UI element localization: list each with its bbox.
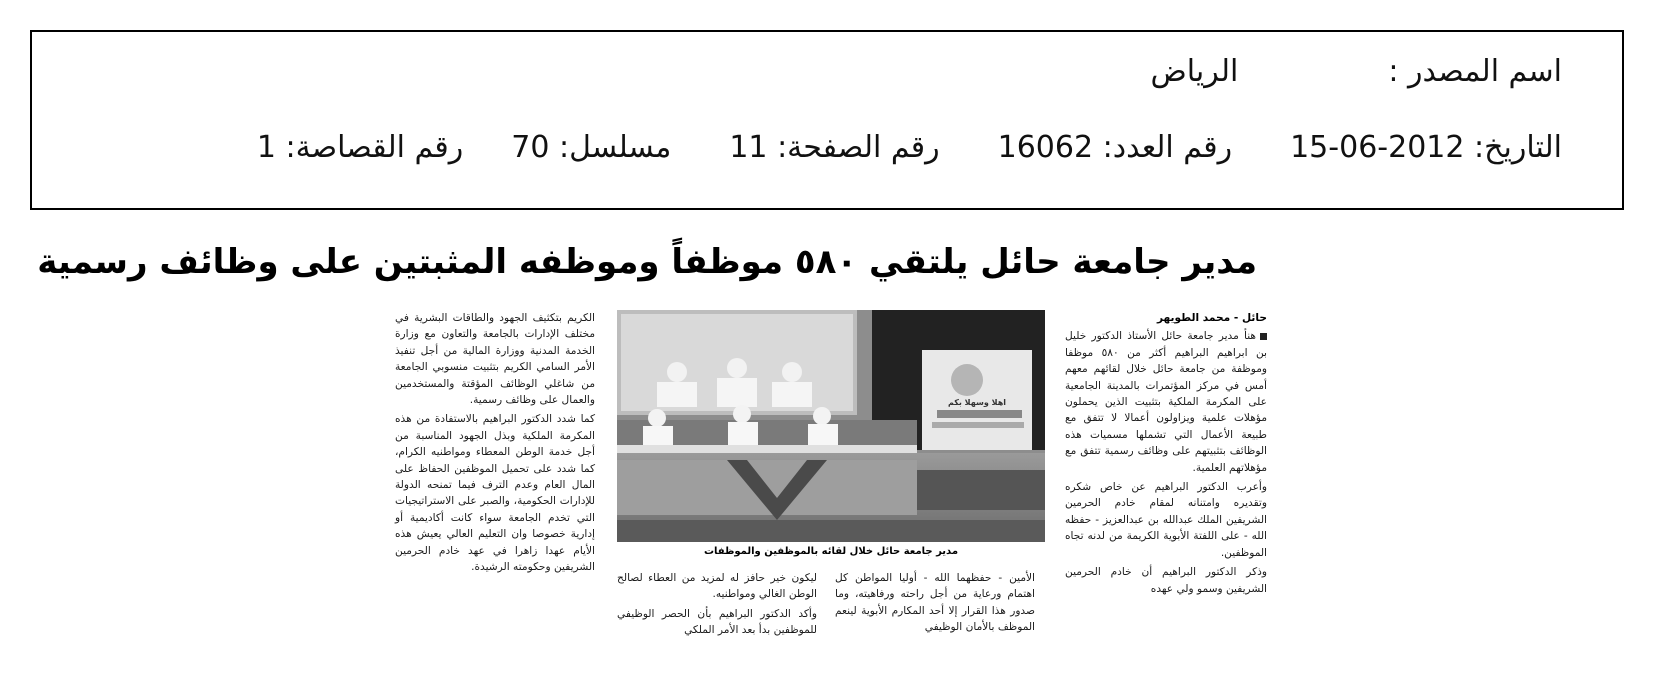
paragraph: هنأ مدير جامعة حائل الأستاذ الدكتور خليل بن ابراهيم البراهيم أكثر من ٥٨٠ موظفا وموظفة من جامعة حائل خلال لقائهم معهم أمس في مركز المؤتمرات بالمدينة الجامعية على المكرمة الملكية بتثبيت الذين يحملون مؤهلات علمية ويزاولون أعمالا لا تتفق مع طبيعة الأعمال التي تشملها مسميات هذه الوظائف بتثبيتهم على وظائف رسمية تتفق مع مؤهلاتهم العلمية. bbox=[1065, 330, 1267, 474]
issue-number-field: رقم العدد: 16062 bbox=[997, 130, 1233, 165]
article-column-mid-left bbox=[617, 570, 817, 675]
serial-field: مسلسل: 70 bbox=[511, 130, 672, 165]
page-number-field: رقم الصفحة: 11 bbox=[729, 130, 940, 165]
paragraph: ليكون خير حافز له لمزيد من العطاء لصالح الوطن الغالي ومواطنيه. bbox=[617, 572, 817, 601]
source-line bbox=[1151, 54, 1562, 89]
date-field: التاريخ: 2012-06-15 bbox=[1290, 130, 1562, 165]
article-column-left bbox=[395, 310, 595, 675]
clipping-metadata-box bbox=[30, 30, 1624, 210]
article-headline: مدير جامعة حائل يلتقي ٥٨٠ موظفاً وموظفه المثبتين على وظائف رسمية bbox=[37, 242, 1257, 282]
article-byline: حائل - محمد الطويهر bbox=[1156, 312, 1267, 324]
photo-caption: مدير جامعة حائل خلال لقائه بالموظفين والموظفات bbox=[703, 546, 959, 557]
conference-photo-illustration bbox=[617, 310, 1045, 542]
paragraph: الأمين - حفظهما الله - أوليا المواطن كل اهتمام ورعاية من أجل راحته ورفاهيته، وما صدور هذا القرار إلا أحد المكارم الأبوية لينعم الموظف بالأمان الوظيفي bbox=[835, 572, 1035, 634]
article-column-right bbox=[1065, 310, 1267, 675]
paragraph: وأعرب الدكتور البراهيم عن خاص شكره وتقديره وامتنانه لمقام خادم الحرمين الشريفين الملك عبدالله بن عبدالعزيز - حفظه الله - على اللفتة الأبوية الكريمة من لدنه تجاه الموظفين. bbox=[1065, 481, 1267, 559]
article-column-mid-right bbox=[835, 570, 1035, 675]
issue-details-line bbox=[257, 130, 1562, 165]
paragraph: وأكد الدكتور البراهيم بأن الحصر الوظيفي للموظفين بدأ بعد الأمر الملكي bbox=[617, 607, 817, 637]
photo-banner-text: اهلا وسهلا بكم bbox=[947, 398, 1007, 407]
paragraph: الكريم بتكثيف الجهود والطاقات البشرية في مختلف الإدارات بالجامعة والتعاون مع وزارة الخدمة المدنية ووزارة المالية من أجل تنفيذ الأمر السامي الكريم بتثبيت منسوبي الجامعة من شاغلي الوظائف المؤقتة والمستخدمين والعمال على وظائف رسمية. bbox=[395, 312, 595, 407]
newspaper-clipping bbox=[37, 240, 1275, 675]
clip-number-field: رقم القصاصة: 1 bbox=[256, 130, 464, 165]
paragraph: وذكر الدكتور البراهيم أن خادم الحرمين الشريفين وسمو ولي عهده bbox=[1065, 566, 1267, 595]
bullet-square-icon bbox=[1260, 333, 1267, 340]
source-label: اسم المصدر : bbox=[1388, 54, 1562, 89]
paragraph: كما شدد الدكتور البراهيم بالاستفادة من هذه المكرمة الملكية وبذل الجهود المناسبة من أجل خدمة الوطن المعطاء ومواطنيه الكرام، كما شدد على تحميل الموظفين الحفاظ على المال العام وعدم الترف فيما تمنحه الدولة للإدارات الحكومية، والصبر على الاستراتيجيات التي تخدم الجامعة سواء كانت أكاديمية أو إدارية خصوصا وان التعليم العالي يعيش هذه الأيام عهدا زاهرا في عهد خادم الحرمين الشريفين وحكومته الرشيدة. bbox=[395, 413, 595, 574]
article-photo bbox=[617, 310, 1045, 542]
source-value: الرياض bbox=[1150, 54, 1239, 89]
